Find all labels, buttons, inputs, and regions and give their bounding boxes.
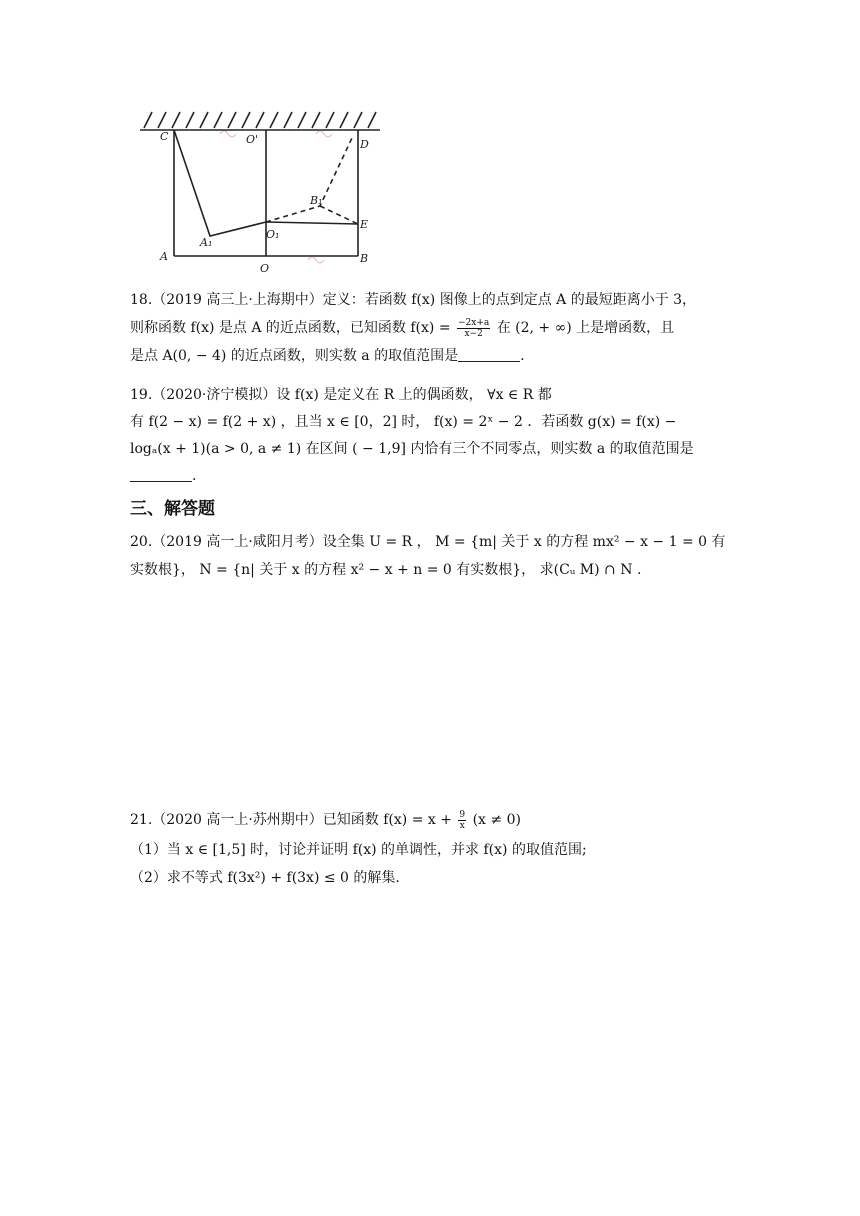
question-text-line	[130, 342, 730, 370]
question-text: 在 (2, + ∞) 上是增函数，且	[496, 320, 675, 336]
question-text-line: 19.（2020·济宁模拟）设 f(x) 是定义在 R 上的偶函数， ∀x ∈ R 都	[130, 387, 552, 403]
fraction-denominator: x−2	[464, 328, 483, 339]
label-B: B	[360, 252, 369, 265]
question-text-line	[130, 806, 730, 834]
label-B1: B₁	[310, 194, 323, 207]
question-text: 是点 A(0, − 4) 的近点函数，则实数 a 的取值范围是	[130, 348, 459, 364]
question-text-line: logₐ(x + 1)(a > 0, a ≠ 1) 在区间 ( − 1,9] 内恰有三个不同零点，则实数 a 的取值范围是	[130, 441, 694, 457]
label-O1: O₁	[266, 228, 280, 241]
section-heading: 三、解答题	[130, 499, 215, 519]
question-part-1: （1）当 x ∈ [1,5] 时，讨论并证明 f(x) 的单调性，并求 f(x) 的取值范围;	[130, 842, 587, 858]
fraction	[458, 810, 466, 831]
answer-blank	[130, 467, 192, 482]
ceiling-hatching	[140, 112, 380, 130]
question-text-line: 18.（2019 高三上·上海期中）定义：若函数 f(x) 图像上的点到定点 A 的最短距离小于 3，	[130, 292, 697, 308]
question-text-line: 实数根}， N = {n| 关于 x 的方程 x² − x + n = 0 有实数根}， 求(Cᵤ M) ∩ N .	[130, 562, 642, 578]
label-A: A	[160, 250, 168, 263]
label-E: E	[360, 218, 369, 231]
question-text: 21.（2020 高一上·苏州期中）已知函数 f(x) = x +	[130, 812, 452, 828]
fraction	[457, 318, 490, 339]
question-19	[130, 382, 730, 490]
geometry-figure	[128, 108, 390, 276]
fraction-numerator: −2x+a	[458, 317, 490, 328]
question-text-line: 20.（2019 高一上·咸阳月考）设全集 U = R ， M = {m| 关于 x 的方程 mx² − x − 1 = 0 有	[130, 534, 726, 550]
label-C: C	[160, 130, 169, 143]
question-text-line	[130, 463, 730, 490]
period: .	[520, 348, 525, 364]
question-text-line: 有 f(2 − x) = f(2 + x) ，且当 x ∈ [0，2] 时， f(x) = 2ˣ − 2 ．若函数 g(x) = f(x) −	[130, 414, 677, 430]
question-text: 则称函数 f(x) 是点 A 的近点函数，已知函数 f(x) =	[130, 320, 451, 336]
label-O: O	[260, 262, 270, 275]
question-18	[130, 286, 730, 370]
question-part-2: （2）求不等式 f(3x²) + f(3x) ≤ 0 的解集.	[130, 870, 400, 886]
question-text-line	[130, 314, 730, 342]
label-D: D	[360, 138, 369, 151]
question-21	[130, 806, 730, 892]
fraction-numerator: 9	[459, 809, 466, 820]
label-O-prime: O'	[246, 133, 259, 146]
label-A1: A₁	[200, 236, 213, 249]
answer-blank	[458, 347, 520, 362]
fraction-denominator: x	[459, 820, 465, 831]
question-text: (x ≠ 0)	[472, 812, 521, 828]
question-20	[130, 528, 730, 584]
rope-dashed	[266, 138, 352, 222]
period: .	[192, 468, 197, 484]
